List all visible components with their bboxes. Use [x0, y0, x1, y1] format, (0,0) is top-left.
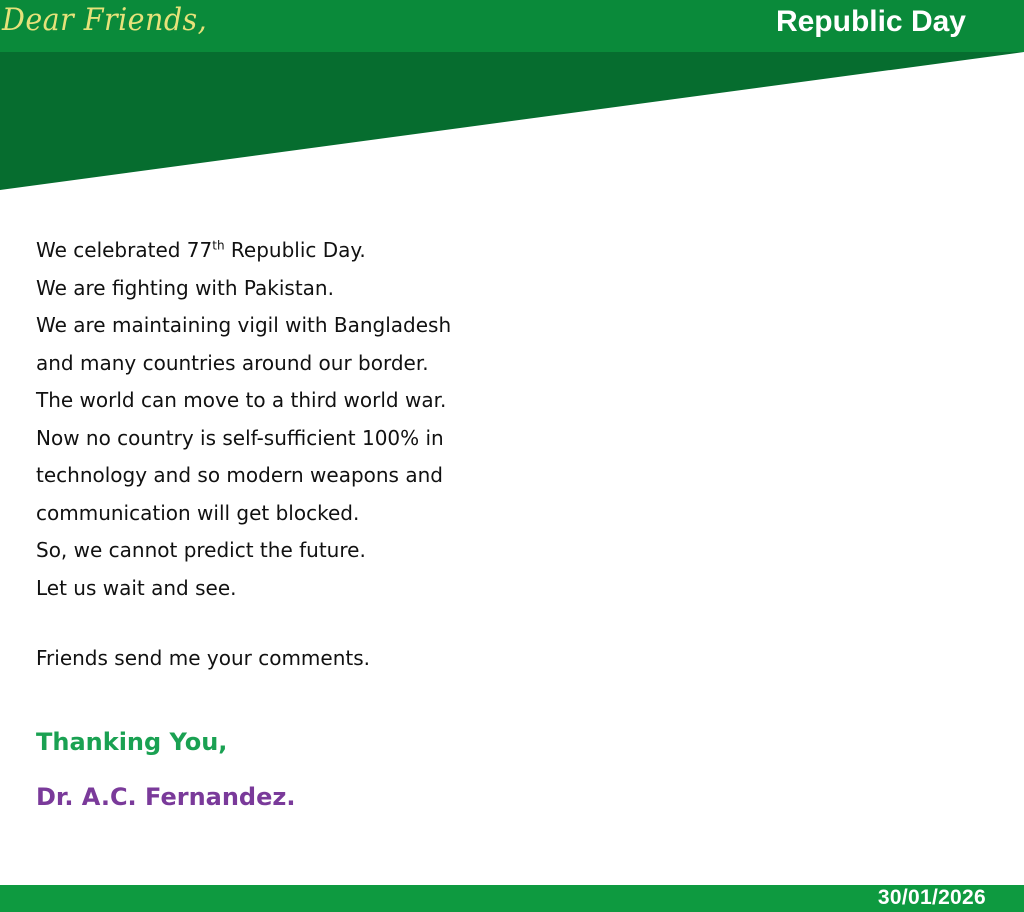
letter-line: We are fighting with Pakistan. — [36, 275, 334, 300]
letter-line — [36, 232, 556, 270]
letter-line: Let us wait and see. — [36, 575, 237, 600]
footer-date: 30/01/2026 — [877, 886, 986, 909]
footer-bar — [0, 885, 1024, 912]
letter-line-text: Republic Day. — [224, 238, 366, 262]
thanks-line: Thanking You, — [36, 728, 228, 756]
greeting: Dear Friends, — [2, 2, 208, 38]
letter-line: and many countries around our border. — [36, 350, 429, 375]
letter-line: communication will get blocked. — [36, 500, 360, 525]
letter-body — [36, 232, 556, 607]
letter-line: technology and so modern weapons and — [36, 463, 443, 487]
letter-line: The world can move to a third world war. — [36, 388, 447, 412]
letter-line: So, we cannot predict the future. — [36, 538, 366, 562]
closing-line: Friends send me your comments. — [36, 646, 371, 670]
page-title: Republic Day — [775, 5, 966, 38]
ordinal-superscript: th — [212, 238, 225, 253]
signature: Dr. A.C. Fernandez. — [36, 783, 296, 811]
letter-line: Now no country is self-sufficient 100% in — [36, 425, 444, 450]
letter-line: We are maintaining vigil with Bangladesh — [36, 313, 452, 337]
letter-line-text: We celebrated 77 — [36, 238, 213, 262]
